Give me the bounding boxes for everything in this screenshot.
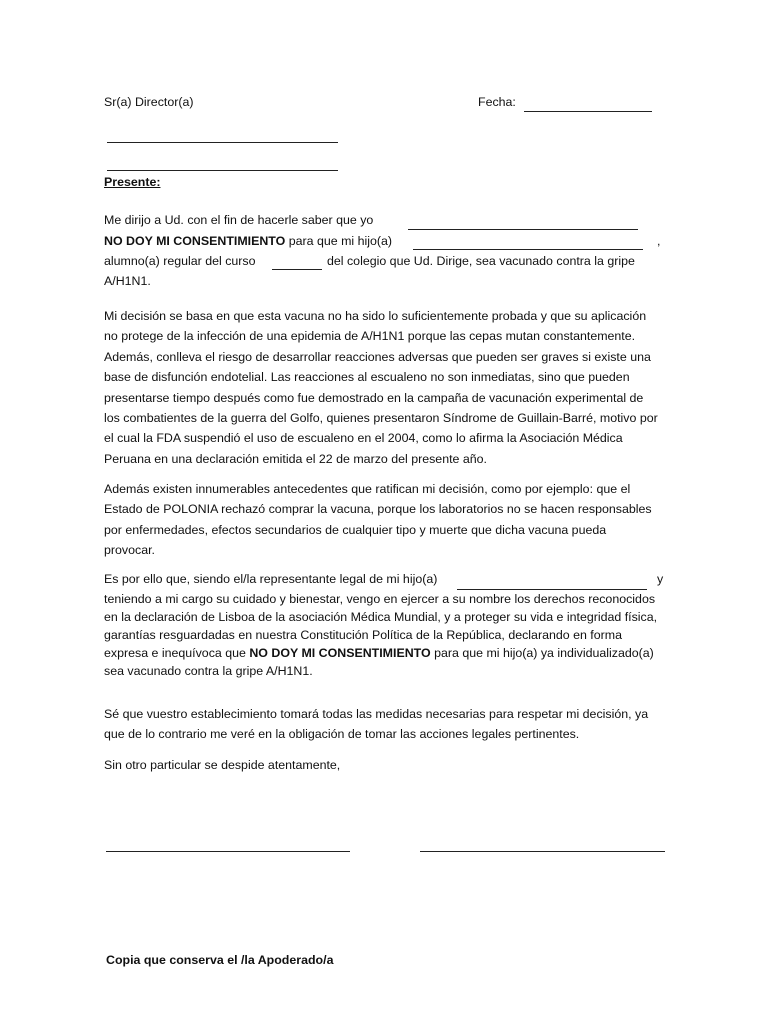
intro-line-4: A/H1N1. bbox=[104, 274, 151, 288]
child-name-line[interactable] bbox=[413, 249, 643, 250]
p2-line: por enfermedades, efectos secundarios de cualquier tipo y muerte que dicha vacuna pueda bbox=[104, 522, 607, 537]
p3-line-1-end: y bbox=[657, 572, 664, 586]
p3-line-4: garantías resguardadas en nuestra Constitución Política de la República, declarando en forma bbox=[104, 628, 622, 642]
p1-line: el cual la FDA suspendió el uso de escualeno en el 2004, como lo afirma la Asociación Médica bbox=[104, 431, 623, 446]
intro-line-2 bbox=[104, 234, 392, 248]
closing-line: Sin otro particular se despide atentamente, bbox=[104, 758, 341, 772]
date-field-line[interactable] bbox=[524, 111, 652, 112]
paragraph-3 bbox=[104, 590, 684, 680]
p2-line: provocar. bbox=[104, 543, 155, 558]
signature-line-right[interactable] bbox=[420, 851, 665, 852]
no-consent-bold-1: NO DOY MI CONSENTIMIENTO bbox=[104, 234, 286, 248]
p1-line: los combatientes de la guerra del Golfo, quienes presentaron Síndrome de Guillain-Barré, motivo por bbox=[104, 411, 658, 426]
intro-line-3a: alumno(a) regular del curso bbox=[104, 254, 256, 268]
intro-comma: , bbox=[657, 234, 661, 248]
p3-line-2: teniendo a mi cargo su cuidado y bienestar, vengo en ejercer a su nombre los derechos reconocidos bbox=[104, 592, 656, 606]
intro-line-1: Me dirijo a Ud. con el fin de hacerle saber que yo bbox=[104, 213, 374, 227]
p3-line-6: sea vacunado contra la gripe A/H1N1. bbox=[104, 664, 313, 678]
p1-line: Peruana en una declaración emitida el 22 de marzo del presente año. bbox=[104, 451, 487, 466]
p1-line: base de disfunción endotelial. Las reacciones al escualeno no son inmediatas, sino que pueden bbox=[104, 370, 630, 385]
p2-line: Estado de POLONIA rechazó comprar la vacuna, porque los laboratorios no se hacen responsables bbox=[104, 502, 652, 517]
date-label: Fecha: bbox=[478, 95, 516, 109]
p3-line-5 bbox=[104, 644, 684, 662]
p3-line-1: Es por ello que, siendo el/la representante legal de mi hijo(a) bbox=[104, 572, 438, 586]
paragraph-4 bbox=[104, 704, 684, 745]
p1-line: no protege de la infección de una epidemia de A/H1N1 porque las cepas mutan constantemente. bbox=[104, 329, 636, 344]
p1-line: presentarse tiempo después como fue demostrado en la campaña de vacunación experimental de bbox=[104, 390, 644, 405]
no-consent-bold-2: NO DOY MI CONSENTIMIENTO bbox=[249, 646, 431, 660]
p4-line: Sé que vuestro establecimiento tomará todas las medidas necesarias para respetar mi decisión, ya bbox=[104, 707, 649, 721]
signature-line-left[interactable] bbox=[106, 851, 350, 852]
director-name-line-2[interactable] bbox=[107, 170, 338, 171]
parent-name-line[interactable] bbox=[408, 229, 638, 230]
addressee: Sr(a) Director(a) bbox=[104, 95, 194, 109]
intro-line-2-rest: para que mi hijo(a) bbox=[285, 234, 393, 248]
intro-line-3b: del colegio que Ud. Dirige, sea vacunado contra la gripe bbox=[327, 254, 635, 268]
director-name-line-1[interactable] bbox=[107, 142, 338, 143]
paragraph-2 bbox=[104, 479, 684, 561]
p2-line: Además existen innumerables antecedentes que ratifican mi decisión, como por ejemplo: que el bbox=[104, 482, 631, 496]
presente-heading: Presente: bbox=[104, 175, 161, 189]
paragraph-1 bbox=[104, 306, 684, 469]
p3-line-5b: para que mi hijo(a) ya individualizado(a) bbox=[430, 646, 654, 660]
p1-line: Además, conlleva el riesgo de desarrollar reacciones adversas que pueden ser graves si existe una bbox=[104, 349, 651, 364]
p3-line-3: en la declaración de Lisboa de la asociación Médica Mundial, y a proteger su vida e integridad física, bbox=[104, 610, 658, 624]
p3-line-5a: expresa e inequívoca que bbox=[104, 646, 250, 660]
p4-line: que de lo contrario me veré en la obligación de tomar las acciones legales pertinentes. bbox=[104, 727, 580, 742]
copy-note: Copia que conserva el /la Apoderado/a bbox=[106, 953, 334, 967]
course-field-line[interactable] bbox=[272, 269, 322, 270]
p1-line: Mi decisión se basa en que esta vacuna no ha sido lo suficientemente probada y que su aplicación bbox=[104, 309, 647, 323]
